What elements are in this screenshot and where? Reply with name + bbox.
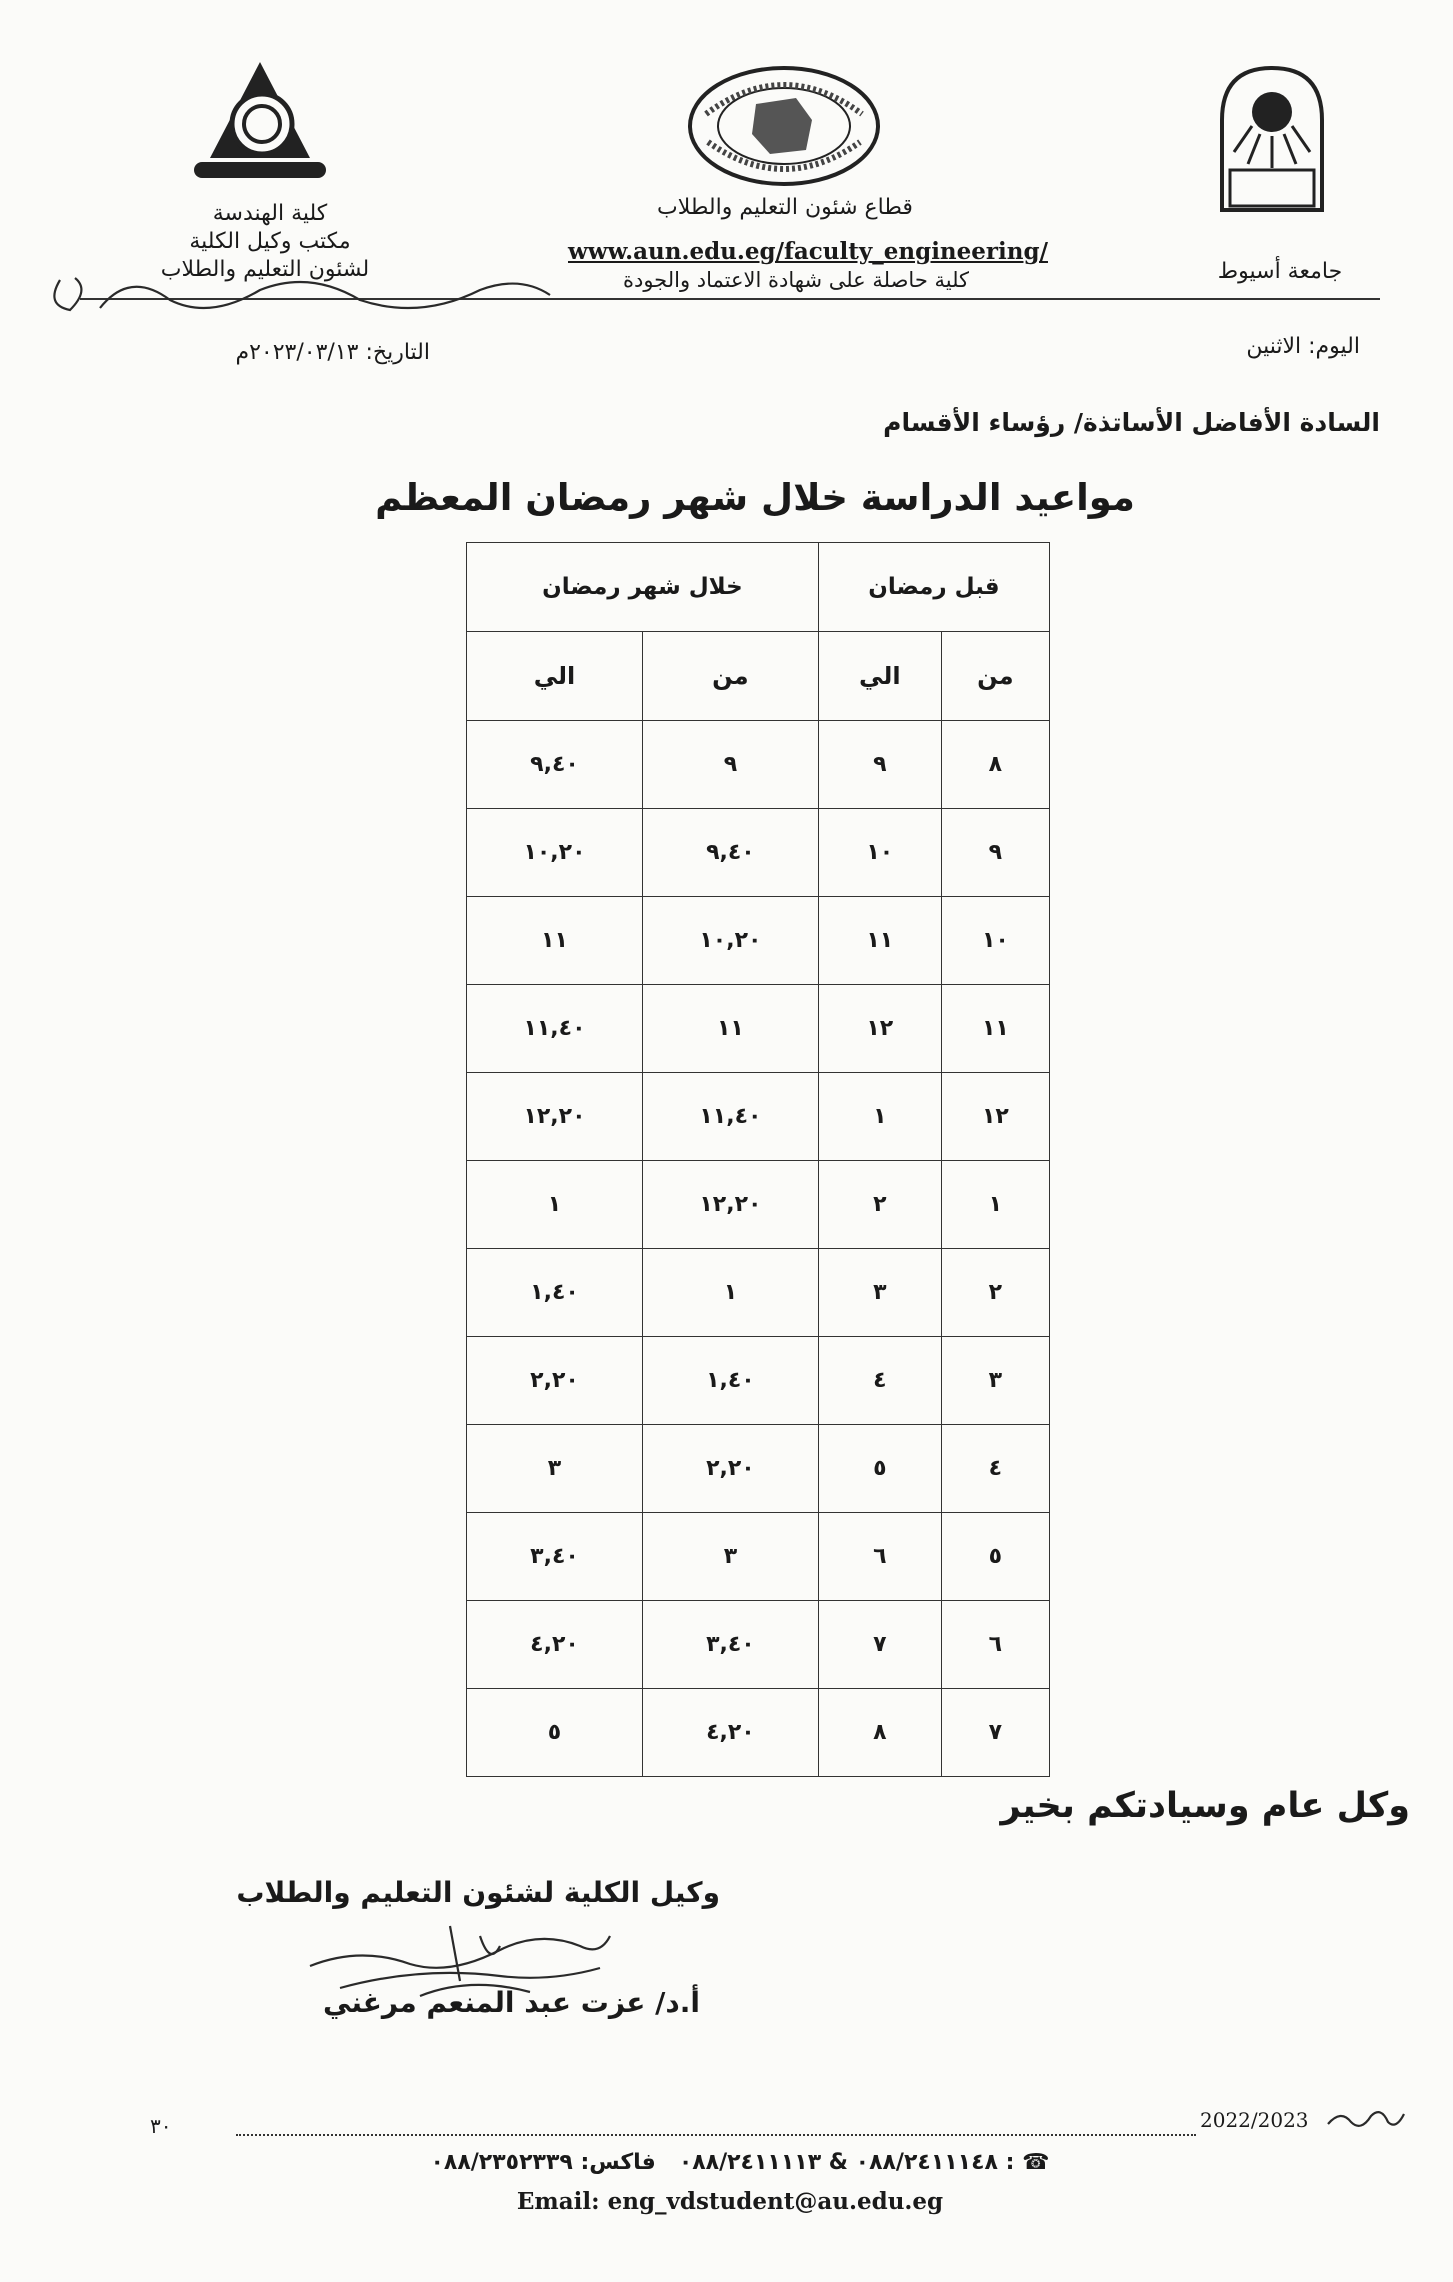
date-line bbox=[130, 340, 430, 365]
footer-mark bbox=[1326, 2104, 1406, 2134]
cell-during-from: ١١,٤٠ bbox=[642, 1073, 818, 1161]
cell-during-to: ٩,٤٠ bbox=[467, 721, 643, 809]
day-label: اليوم: bbox=[1308, 334, 1360, 359]
cell-before-from: ٢ bbox=[941, 1249, 1049, 1337]
cell-during-from: ١٠,٢٠ bbox=[642, 897, 818, 985]
date-label: التاريخ: bbox=[365, 340, 430, 365]
sector-name: قطاع شئون التعليم والطلاب bbox=[657, 195, 913, 220]
table-body bbox=[467, 721, 1050, 1777]
cell-before-from: ٩ bbox=[941, 809, 1049, 897]
table-row bbox=[467, 897, 1050, 985]
cell-during-from: ٣,٤٠ bbox=[642, 1601, 818, 1689]
cell-before-to: ٧ bbox=[818, 1601, 941, 1689]
cell-before-to: ١٢ bbox=[818, 985, 941, 1073]
cell-during-from: ٩ bbox=[642, 721, 818, 809]
cell-before-from: ١١ bbox=[941, 985, 1049, 1073]
table-row bbox=[467, 1161, 1050, 1249]
date-value: ٢٠٢٣/٠٣/١٣م bbox=[235, 340, 359, 365]
table-row bbox=[467, 1513, 1050, 1601]
affairs-name: لشئون التعليم والطلاب bbox=[160, 257, 370, 282]
cell-before-from: ٧ bbox=[941, 1689, 1049, 1777]
page-title: مواعيد الدراسة خلال شهر رمضان المعظم bbox=[375, 476, 1135, 519]
fax-number: ٠٨٨/٢٣٥٢٣٣٩ bbox=[430, 2150, 573, 2175]
university-logo bbox=[1212, 60, 1332, 220]
table-row bbox=[467, 1337, 1050, 1425]
office-name: مكتب وكيل الكلية bbox=[189, 229, 351, 254]
faculty-logo bbox=[186, 58, 334, 188]
page-number: ٣٠ bbox=[150, 2114, 172, 2138]
cell-during-from: ٤,٢٠ bbox=[642, 1689, 818, 1777]
table-group-header-row bbox=[467, 543, 1050, 632]
table-row bbox=[467, 1073, 1050, 1161]
cell-during-to: ١ bbox=[467, 1161, 643, 1249]
signatory-role: وكيل الكلية لشئون التعليم والطلاب bbox=[236, 1876, 720, 1909]
table-row bbox=[467, 1249, 1050, 1337]
accreditation-seal bbox=[686, 64, 882, 188]
cell-before-to: ١ bbox=[818, 1073, 941, 1161]
cell-during-to: ١١ bbox=[467, 897, 643, 985]
table-row bbox=[467, 809, 1050, 897]
phone-numbers: ٠٨٨/٢٤١١١٤٨ & ٠٨٨/٢٤١١١١٣ bbox=[678, 2150, 998, 2175]
academic-year: 2022/2023 bbox=[1200, 2108, 1309, 2132]
cell-during-to: ١٠,٢٠ bbox=[467, 809, 643, 897]
col-during-from: من bbox=[642, 632, 818, 721]
contact-email[interactable]: Email: eng_vdstudent@au.edu.eg bbox=[516, 2188, 944, 2215]
table-row bbox=[467, 1689, 1050, 1777]
cell-before-from: ١٢ bbox=[941, 1073, 1049, 1161]
addressee: السادة الأفاضل الأساتذة/ رؤساء الأقسام bbox=[883, 408, 1380, 437]
university-name: جامعة أسيوط bbox=[1217, 259, 1343, 284]
cell-before-from: ٥ bbox=[941, 1513, 1049, 1601]
table-row bbox=[467, 721, 1050, 809]
group-during-ramadan: خلال شهر رمضان bbox=[467, 543, 819, 632]
cell-before-from: ٨ bbox=[941, 721, 1049, 809]
table-row bbox=[467, 1601, 1050, 1689]
cell-before-from: ٣ bbox=[941, 1337, 1049, 1425]
cell-before-to: ٢ bbox=[818, 1161, 941, 1249]
handwritten-mark bbox=[40, 250, 560, 330]
cell-during-to: ٥ bbox=[467, 1689, 643, 1777]
cell-during-from: ٢,٢٠ bbox=[642, 1425, 818, 1513]
contact-line bbox=[300, 2150, 1180, 2175]
cell-before-to: ٩ bbox=[818, 721, 941, 809]
footer-rule bbox=[236, 2134, 1196, 2136]
table-row bbox=[467, 1425, 1050, 1513]
cell-before-to: ١١ bbox=[818, 897, 941, 985]
cell-before-to: ٦ bbox=[818, 1513, 941, 1601]
faculty-name: كلية الهندسة bbox=[212, 201, 328, 226]
cell-before-to: ٤ bbox=[818, 1337, 941, 1425]
group-before-ramadan: قبل رمضان bbox=[818, 543, 1049, 632]
cell-before-from: ١ bbox=[941, 1161, 1049, 1249]
cell-before-from: ٤ bbox=[941, 1425, 1049, 1513]
closing-greeting: وكل عام وسيادتكم بخير bbox=[1000, 1786, 1410, 1826]
cell-before-to: ١٠ bbox=[818, 809, 941, 897]
cell-before-to: ٣ bbox=[818, 1249, 941, 1337]
cell-during-to: ٤,٢٠ bbox=[467, 1601, 643, 1689]
table-row bbox=[467, 985, 1050, 1073]
faculty-url[interactable]: www.aun.edu.eg/faculty_engineering/ bbox=[568, 238, 1048, 265]
table-column-header-row bbox=[467, 632, 1050, 721]
signatory-name: أ.د/ عزت عبد المنعم مرغني bbox=[323, 1986, 700, 2019]
col-before-to: الي bbox=[818, 632, 941, 721]
phone-label: ☎ : bbox=[1005, 2150, 1050, 2175]
cell-before-from: ٦ bbox=[941, 1601, 1049, 1689]
cell-before-from: ١٠ bbox=[941, 897, 1049, 985]
day-line bbox=[1140, 334, 1360, 359]
col-during-to: الي bbox=[467, 632, 643, 721]
cell-during-from: ٩,٤٠ bbox=[642, 809, 818, 897]
cell-before-to: ٥ bbox=[818, 1425, 941, 1513]
schedule-table bbox=[466, 542, 1050, 1777]
cell-during-to: ٣,٤٠ bbox=[467, 1513, 643, 1601]
cell-during-from: ١ bbox=[642, 1249, 818, 1337]
cell-during-from: ١١ bbox=[642, 985, 818, 1073]
col-before-from: من bbox=[941, 632, 1049, 721]
fax-label: فاكس: bbox=[580, 2150, 656, 2175]
cell-before-to: ٨ bbox=[818, 1689, 941, 1777]
cell-during-from: ٣ bbox=[642, 1513, 818, 1601]
day-value: الاثنين bbox=[1246, 334, 1302, 359]
cell-during-to: ٢,٢٠ bbox=[467, 1337, 643, 1425]
cell-during-from: ١٢,٢٠ bbox=[642, 1161, 818, 1249]
accreditation-note: كلية حاصلة على شهادة الاعتماد والجودة bbox=[622, 268, 970, 292]
cell-during-from: ١,٤٠ bbox=[642, 1337, 818, 1425]
cell-during-to: ١٢,٢٠ bbox=[467, 1073, 643, 1161]
cell-during-to: ١,٤٠ bbox=[467, 1249, 643, 1337]
cell-during-to: ١١,٤٠ bbox=[467, 985, 643, 1073]
cell-during-to: ٣ bbox=[467, 1425, 643, 1513]
